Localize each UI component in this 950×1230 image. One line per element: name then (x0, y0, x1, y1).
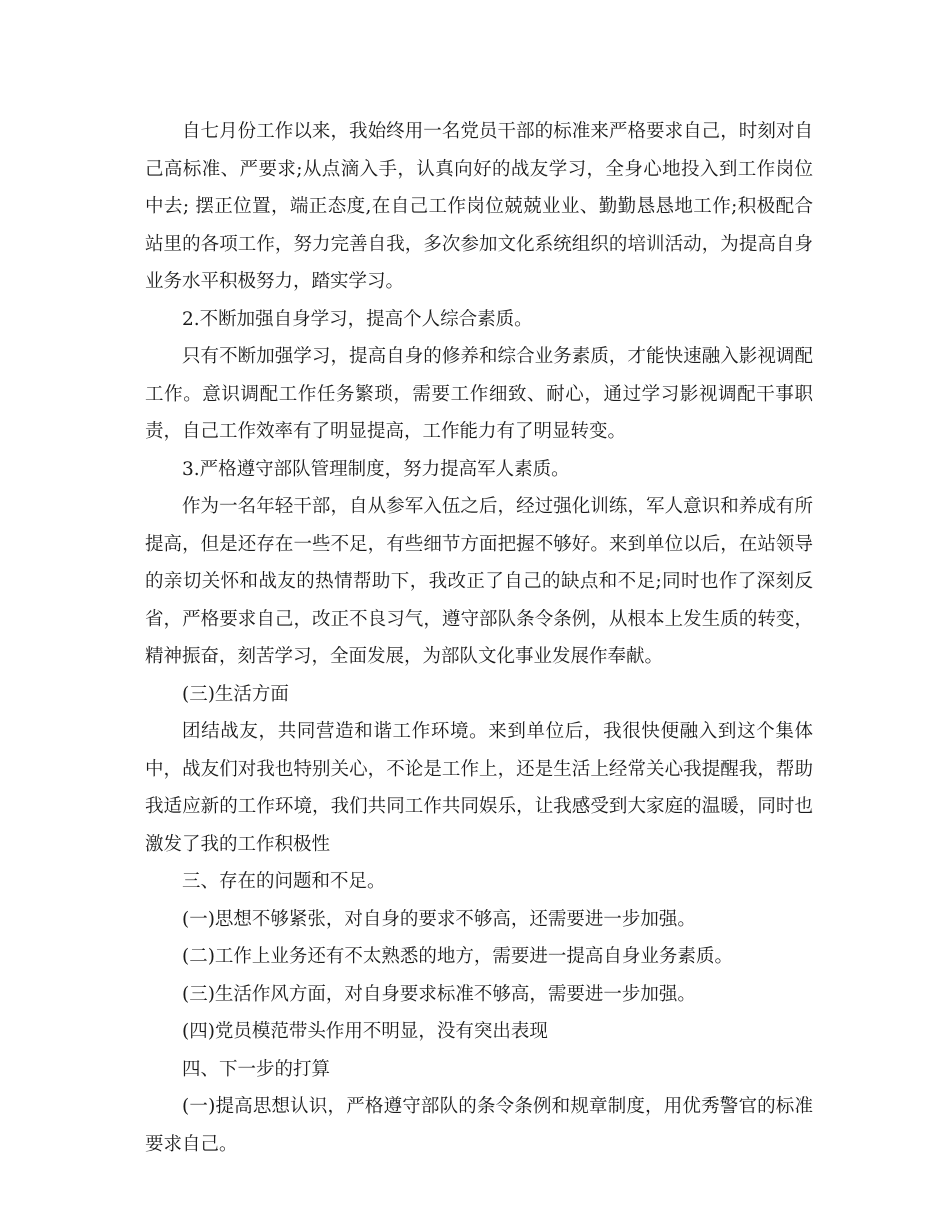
problem-item-2: (二)工作上业务还有不太熟悉的地方，需要进一提高自身业务素质。 (182, 946, 733, 967)
heading-study: 2.不断加强自身学习，提高个人综合素质。 (182, 308, 533, 330)
heading-life: (三)生活方面 (182, 683, 289, 705)
paragraph-work-attitude: 自七月份工作以来，我始终用一名党员干部的标准来严格要求自己，时刻对自己高标准、严要求;从点滴入手，认真向好的战友学习，全身心地投入到工作岗位中去; 摆正位置，端正态度,在自己工作岗位兢兢业业、勤勤恳恳地工作;积极配合站里的各项工作，努力完善自我，多次参加文化系统组织的培训活动，为提高自身业务水平积极努力，踏实学习。 (145, 121, 813, 292)
heading-discipline: 3.严格遵守部队管理制度，努力提高军人素质。 (182, 458, 570, 480)
paragraph-discipline: 作为一名年轻干部，自从参军入伍之后，经过强化训练，军人意识和养成有所提高，但是还存在一些不足，有些细节方面把握不够好。来到单位以后，在站领导的亲切关怀和战友的热情帮助下，我改正了自己的缺点和不足;同时也作了深刻反省，严格要求自己，改正不良习气，遵守部队条令条例，从根本上发生质的转变，精神振奋，刻苦学习，全面发展，为部队文化事业发展作奉献。 (145, 496, 813, 667)
problem-item-3: (三)生活作风方面，对自身要求标准不够高，需要进一步加强。 (182, 983, 696, 1005)
heading-problems: 三、存在的问题和不足。 (182, 871, 386, 892)
paragraph-study: 只有不断加强学习，提高自身的修养和综合业务素质，才能快速融入影视调配工作。意识调配工作任务繁琐，需要工作细致、耐心，通过学习影视调配干事职责，自己工作效率有了明显提高，工作能力有了明显转变。 (145, 346, 813, 442)
problem-item-4: (四)党员模范带头作用不明显，没有突出表现 (182, 1021, 548, 1042)
problem-item-1: (一)思想不够紧张，对自身的要求不够高，还需要进一步加强。 (182, 908, 696, 930)
plan-item-1: (一)提高思想认识，严格遵守部队的条令条例和规章制度，用优秀警官的标准要求自己。 (145, 1096, 813, 1155)
paragraph-life: 团结战友，共同营造和谐工作环境。来到单位后，我很快便融入到这个集体中，战友们对我也特别关心，不论是工作上，还是生活上经常关心我提醒我，帮助我适应新的工作环境，我们共同工作共同娱乐，让我感受到大家庭的温暖，同时也激发了我的工作积极性 (145, 721, 813, 855)
heading-next-steps: 四、下一步的打算 (182, 1058, 331, 1080)
document-body (145, 113, 813, 1163)
